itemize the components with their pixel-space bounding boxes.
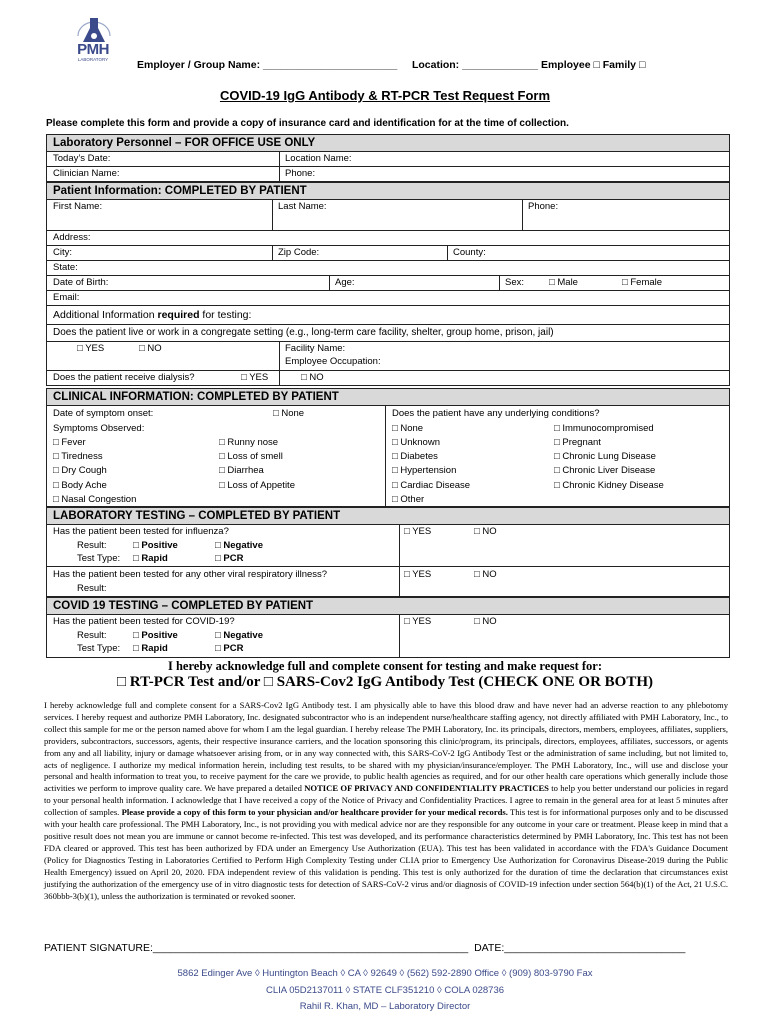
lab-testing-heading: LABORATORY TESTING – COMPLETED BY PATIENT (47, 508, 729, 525)
employer-blank[interactable]: _______________________ (263, 59, 398, 71)
clinical-heading: CLINICAL INFORMATION: COMPLETED BY PATIENT (47, 389, 729, 406)
female-checkbox[interactable]: □ Female (622, 277, 663, 288)
flu-yes[interactable]: □ YES (404, 526, 432, 537)
condition-pregnant[interactable]: □ Pregnant (554, 437, 601, 448)
family-checkbox[interactable]: □ (638, 59, 646, 71)
symptom-loss-of-appetite[interactable]: □ Loss of Appetite (219, 480, 295, 491)
lab-personnel-heading: Laboratory Personnel – FOR OFFICE USE ONLY (47, 135, 729, 152)
condition-unknown[interactable]: □ Unknown (392, 437, 440, 448)
covid-testing-section (46, 597, 730, 658)
symptom-dry-cough[interactable]: □ Dry Cough (53, 465, 107, 476)
symptom-loss-of-smell[interactable]: □ Loss of smell (219, 451, 283, 462)
patient-signature-label: PATIENT SIGNATURE: (44, 942, 153, 954)
covid-result-label: Result: (77, 630, 107, 641)
footer-licenses: CLIA 05D2137011 ◊ STATE CLF351210 ◊ COLA 028736 (265, 985, 505, 996)
covid-no[interactable]: □ NO (474, 616, 497, 627)
flu-pcr[interactable]: □ PCR (215, 553, 244, 564)
condition-chronic-lung[interactable]: □ Chronic Lung Disease (554, 451, 656, 462)
conditions-question: Does the patient have any underlying conditions? (392, 408, 600, 419)
employee-label: Employee (540, 59, 591, 71)
other-viral-result: Result: (77, 583, 107, 594)
covid-rapid[interactable]: □ Rapid (133, 643, 168, 654)
logo-text: PMH (77, 41, 109, 58)
form-title: COVID-19 IgG Antibody & RT-PCR Test Request Form (219, 88, 551, 103)
employee-checkbox[interactable]: □ (593, 59, 600, 71)
covid-test-type-label: Test Type: (77, 643, 121, 654)
email-field[interactable]: Email: (53, 292, 80, 303)
condition-chronic-kidney[interactable]: □ Chronic Kidney Disease (554, 480, 664, 491)
footer-director: Rahil R. Khan, MD – Laboratory Director (299, 1001, 471, 1012)
symptoms-observed-label: Symptoms Observed: (53, 423, 145, 434)
privacy-notice: NOTICE OF PRIVACY AND CONFIDENTIALITY PRACTICES (304, 783, 549, 794)
dialysis-question: Does the patient receive dialysis? (53, 372, 195, 383)
county-field[interactable]: County: (453, 247, 486, 258)
covid-positive[interactable]: □ Positive (133, 630, 178, 641)
condition-immunocompromised[interactable]: □ Immunocompromised (554, 423, 654, 434)
address-field[interactable]: Address: (53, 232, 91, 243)
other-viral-no[interactable]: □ NO (474, 569, 497, 580)
dob-field[interactable]: Date of Birth: (53, 277, 109, 288)
flu-rapid[interactable]: □ Rapid (133, 553, 168, 564)
additional-info: Additional Information required for testing: (53, 309, 252, 321)
symptom-fever[interactable]: □ Fever (53, 437, 86, 448)
condition-diabetes[interactable]: □ Diabetes (392, 451, 438, 462)
provide-copy-note: Please provide a copy of this form to your physician and/or healthcare provider for your medical records. (121, 807, 508, 818)
date-label: DATE: (474, 942, 505, 954)
first-name-field[interactable]: First Name: (53, 201, 103, 212)
dialysis-yes[interactable]: □ YES (241, 372, 269, 383)
location-label: Location: (411, 59, 460, 71)
signature-line (44, 942, 734, 954)
condition-chronic-liver[interactable]: □ Chronic Liver Disease (554, 465, 656, 476)
dialysis-no[interactable]: □ NO (301, 372, 324, 383)
last-name-field[interactable]: Last Name: (278, 201, 327, 212)
symptom-diarrhea[interactable]: □ Diarrhea (219, 465, 264, 476)
consent-acknowledge: I hereby acknowledge full and complete consent for testing and make request for: (167, 659, 602, 673)
clinician-name-field[interactable]: Clinician Name: (53, 168, 120, 179)
sex-label: Sex: (505, 277, 525, 288)
other-viral-question: Has the patient been tested for any other viral respiratory illness? (53, 569, 328, 580)
symptom-body-ache[interactable]: □ Body Ache (53, 480, 107, 491)
flu-question: Has the patient been tested for influenza? (53, 526, 229, 537)
lab-phone-field[interactable]: Phone: (285, 168, 316, 179)
zip-field[interactable]: Zip Code: (278, 247, 320, 258)
patient-phone-field[interactable]: Phone: (528, 201, 559, 212)
clinical-section (46, 388, 730, 507)
covid-pcr[interactable]: □ PCR (215, 643, 244, 654)
congregate-question: Does the patient live or work in a congregate setting (e.g., long-term care facility, shelter, group home, prison, jail) (53, 327, 554, 338)
location-blank[interactable]: _____________ (462, 59, 539, 71)
logo-subtext: LABORATORY (77, 57, 109, 62)
instructions: Please complete this form and provide a copy of insurance card and identification for at the time of collection. (46, 118, 569, 129)
lab-personnel-section (46, 134, 730, 182)
pmh-logo (66, 14, 120, 62)
condition-cardiac-disease[interactable]: □ Cardiac Disease (392, 480, 471, 491)
flu-negative[interactable]: □ Negative (215, 540, 263, 551)
symptom-nasal-congestion[interactable]: □ Nasal Congestion (53, 494, 137, 505)
age-field[interactable]: Age: (335, 277, 355, 288)
footer-address: 5862 Edinger Ave ◊ Huntington Beach ◊ CA ◊ 92649 ◊ (562) 592-2890 Office ◊ (909) 803-9790 Fax (177, 968, 593, 979)
patient-section (46, 182, 730, 386)
lab-testing-section (46, 507, 730, 597)
other-viral-yes[interactable]: □ YES (404, 569, 432, 580)
employer-line (137, 59, 757, 71)
location-name-field[interactable]: Location Name: (285, 153, 352, 164)
covid-testing-heading: COVID 19 TESTING – COMPLETED BY PATIENT (47, 598, 729, 615)
covid-yes[interactable]: □ YES (404, 616, 432, 627)
date-field[interactable]: _______________________________ (504, 942, 686, 954)
flu-no[interactable]: □ NO (474, 526, 497, 537)
patient-heading: Patient Information: COMPLETED BY PATIENT (47, 183, 729, 200)
symptom-runny-nose[interactable]: □ Runny nose (219, 437, 279, 448)
facility-name-field[interactable]: Facility Name: (285, 343, 346, 354)
condition-other[interactable]: □ Other (392, 494, 425, 505)
family-label: Family (602, 59, 637, 71)
flu-result-label: Result: (77, 540, 107, 551)
flu-positive[interactable]: □ Positive (133, 540, 178, 551)
symptom-tiredness[interactable]: □ Tiredness (53, 451, 103, 462)
consent-legal-text: I hereby acknowledge full and complete consent for a SARS-Cov2 IgG Antibody test. I am physically able to have this blood draw and have never had an adverse reaction to any phlebotomy services. I hereby request and authorize PMH Laboratory, Inc. designated subcontractor who is an independent nurse/healthcare staffing agency, not directly affiliated with PMH Laboratory, Inc., to collect this sample for me or the person named above for whom I am the legal guardian. I hereby release The PMH Laboratory, Inc. its principals, directors, members, employees, affiliates, suppliers, providers, subcontractors, successors, agents, their respective insurance carriers, and the location sponsoring this clinic/program, its principals, directors, employees, affiliates, successors, or agents from any and all liability, injury or damage whatsoever arising from, or in any way connected with, this SARS-CoV-2 IgG Antibody Test or the administration of same including, but not limited to, acts of negligence. I authorize my medical information herein, including test results, to be shared with my physician/insurance/employer. The PMH Laboratory, Inc., will use and disclose your personal and health information to treat you, to receive payment for the care we provide, to public health agencies as required, and for our other health care operations which generally include those activities we perform to improve quality care. We have prepared a detailed NOTICE OF PRIVACY AND CONFIDENTIALITY PRACTICES to help you better understand our policies in regard to your personal health information. I acknowledge that I have received a copy of the Notice of Privacy and Confidentiality Practices. I agree to remain in the general area for at least 5 minutes after collection of samples. Please provide a copy of this form to your physician and/or healthcare provider for your medical records. This test is for informational purposes only and to be discussed with your health care professional. The PMH Laboratory, Inc., is not providing you with medical advice nor are they responsible for any outcome in your care or treatment. Please keep in mind that a positive result does not mean you are immune or cannot become re-infected. This test was developed, and its performance characteristics determined by PMH Laboratory, Inc. This test has not been FDA cleared or approved. This test has been authorized by FDA under an Emergency Use Authorization (EUA). This test has been validated in accordance with the FDA's Guidance Document (Policy for Diagnostics Testing in Laboratories Certified to Perform High Complexity Testing under CLIA prior to Emergency Use Authorization for Coronavirus Disease-2019 during the Public Health Emergency) issued on April 20, 2020. FDA independent review of this validation is pending. This test is only authorized for the duration of time the declaration that circumstances exist justifying the authorization of the emergency use of in vitro diagnostic tests for detection of SARS-CoV-2 virus and/or diagnosis of COVID-19 infection under section 564(b)(1) of the Act, 21 U.S.C. 360bbb-3(b)(1), unless the authorization is terminated or revoked sooner. (44, 700, 729, 901)
state-field[interactable]: State: (53, 262, 78, 273)
congregate-yes[interactable]: □ YES (77, 343, 105, 354)
patient-signature-field[interactable]: ______________________________________________________ (152, 942, 469, 954)
consent-test-selection[interactable]: □ RT-PCR Test and/or □ SARS-Cov2 IgG Antibody Test (CHECK ONE OR BOTH) (116, 674, 654, 690)
condition-hypertension[interactable]: □ Hypertension (392, 465, 457, 476)
todays-date-field[interactable]: Today’s Date: (53, 153, 111, 164)
flu-test-type-label: Test Type: (77, 553, 121, 564)
symptom-onset-field[interactable]: Date of symptom onset: (53, 408, 154, 419)
male-checkbox[interactable]: □ Male (549, 277, 578, 288)
covid-question: Has the patient been tested for COVID-19? (53, 616, 235, 627)
condition-none[interactable]: □ None (392, 423, 424, 434)
city-field[interactable]: City: (53, 247, 72, 258)
onset-none-checkbox[interactable]: □ None (273, 408, 305, 419)
covid-negative[interactable]: □ Negative (215, 630, 263, 641)
congregate-no[interactable]: □ NO (139, 343, 162, 354)
employer-label: Employer / Group Name: (137, 59, 261, 71)
occupation-field[interactable]: Employee Occupation: (285, 356, 381, 367)
